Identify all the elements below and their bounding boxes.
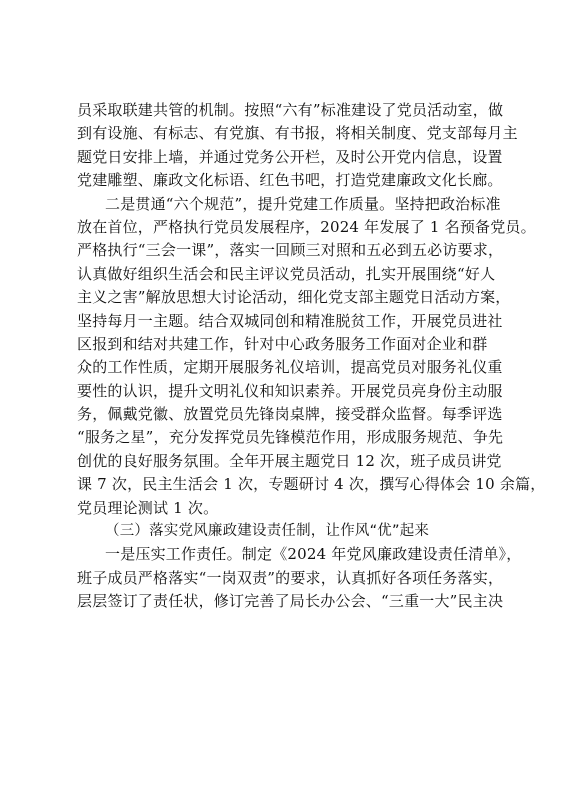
section-heading: （三）落实党风廉政建设责任制，让作风“优”起来	[105, 523, 430, 540]
text-line: 层层签订了责任状，修订完善了局长办公会、“三重一大”民主决	[77, 592, 504, 611]
text-line: 党建雕塑、廉政文化标语、红色书吧，打造党建廉政文化长廊。	[77, 171, 503, 190]
text-line: 到有设施、有标志、有党旗、有书报，将相关制度、党支部每月主	[77, 124, 518, 143]
paragraph-start-line: 一是压实工作责任。制定《2024 年党风廉政建设责任清单》，	[105, 545, 522, 564]
text-line: 创优的良好服务氛围。全年开展主题党日 12 次，班子成员讲党	[77, 451, 502, 470]
text-line: 众的工作性质，定期开展服务礼仪培训，提高党员对服务礼仪重	[77, 358, 503, 377]
paragraph-start-line: 二是贯通“六个规范”，提升党建工作质量。坚持把政治标准	[105, 194, 501, 213]
text-line: 严格执行“三会一课”，落实一回顾三对照和五必到五必访要求，	[77, 241, 504, 260]
text-line: 坚持每月一主题。结合双城同创和精准脱贫工作，开展党员进社	[77, 311, 503, 330]
text-line: 课 7 次，民主生活会 1 次，专题研讨 4 次，撰写心得体会 10 余篇，	[77, 475, 546, 494]
text-line: 员采取联建共管的机制。按照“六有”标准建设了党员活动室，做	[77, 101, 504, 119]
text-line: 认真做好组织生活会和民主评议党员活动，扎实开展围绕“好人	[77, 264, 496, 283]
text-line: 务，佩戴党徽、放置党员先锋岗桌牌，接受群众监督。每季评选	[77, 405, 503, 424]
document-body	[77, 99, 546, 614]
text-line: 要性的认识，提升文明礼仪和知识素养。开展党员亮身份主动服	[77, 381, 503, 400]
text-line: “服务之星”，充分发挥党员先锋模范作用，形成服务规范、争先	[77, 428, 504, 447]
text-line: 党员理论测试 1 次。	[77, 498, 219, 517]
text-line: 班子成员严格落实“一岗双责”的要求，认真抓好各项任务落实，	[77, 568, 504, 587]
text-line: 题党日安排上墙，并通过党务公开栏，及时公开党内信息，设置	[77, 147, 503, 166]
text-line: 放在首位，严格执行党员发展程序，2024 年发展了 1 名预备党员。	[77, 217, 536, 236]
text-line: 区报到和结对共建工作，针对中心政务服务工作面对企业和群	[77, 334, 488, 353]
text-line: 主义之害”解放思想大讨论活动，细化党支部主题党日活动方案，	[77, 288, 511, 307]
